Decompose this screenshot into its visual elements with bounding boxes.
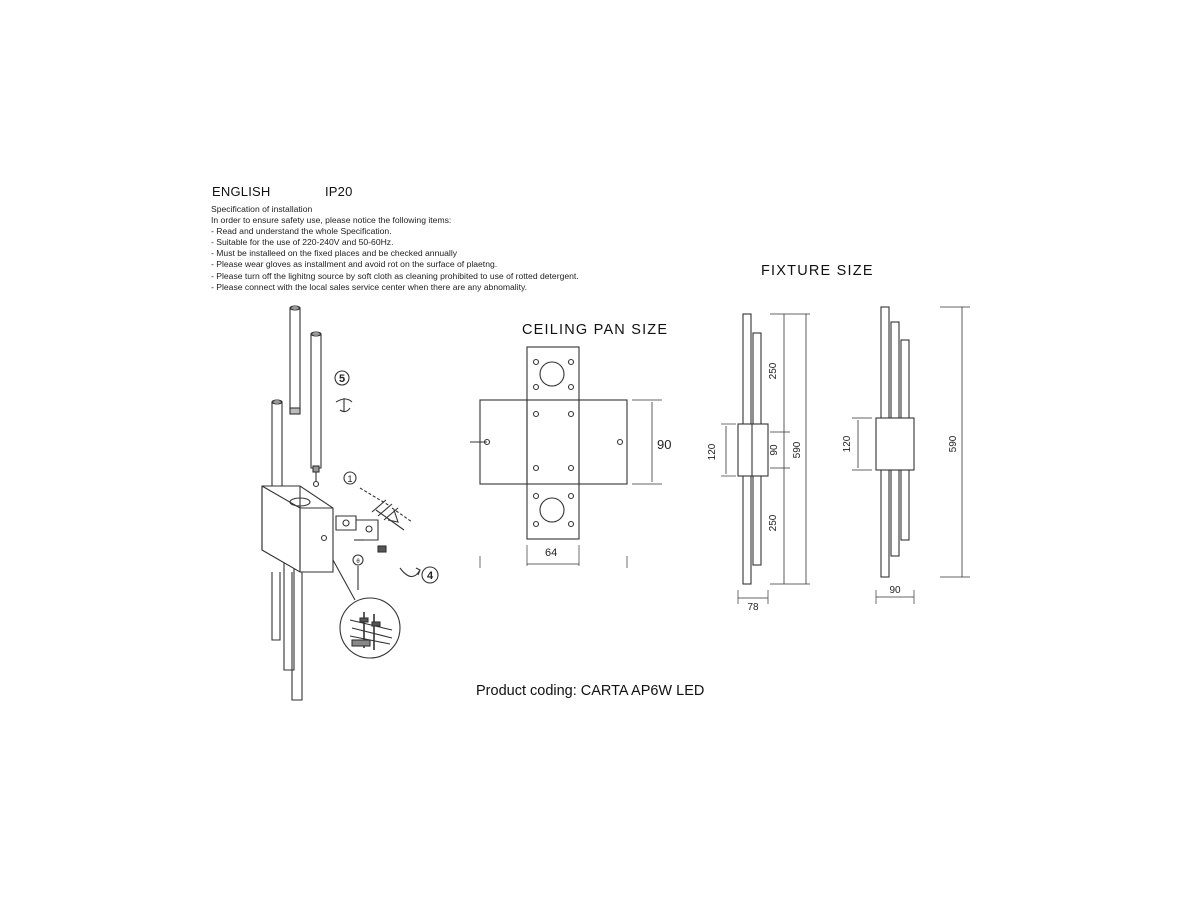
pan-mounting-hole — [540, 362, 564, 386]
ceiling-pan-drawing — [470, 347, 671, 568]
lower-rod-back — [272, 572, 280, 640]
step-1-label: 1 — [347, 474, 353, 484]
pan-horizontal-plate — [480, 400, 627, 484]
front-width-dimension: 90 — [889, 585, 901, 596]
side-depth-dimension: 78 — [747, 602, 759, 613]
fixture-size-title: FIXTURE SIZE — [761, 263, 874, 279]
rotation-arrow-icon — [336, 398, 352, 412]
spec-item: - Must be installeed on the fixed places and be checked annually — [211, 248, 458, 259]
spec-item: - Please connect with the local sales service center when there are any abnomality. — [211, 281, 528, 292]
rotate-arrow-icon — [400, 568, 420, 577]
side-middle-dimension: 90 — [769, 444, 780, 456]
side-lower-dimension: 250 — [768, 514, 779, 532]
fixture-front-view — [842, 307, 970, 604]
fixture-side-view — [707, 314, 810, 613]
step-5-label: 5 — [338, 373, 346, 385]
ceiling-pan-title: CEILING PAN SIZE — [522, 322, 669, 338]
language-label: ENGLISH — [212, 184, 271, 199]
front-bracket-dimension: 120 — [842, 435, 853, 453]
svg-text:θ: θ — [356, 559, 360, 565]
upper-rod-right — [311, 334, 321, 468]
mounting-block — [262, 486, 333, 572]
side-bracket-dimension: 120 — [707, 443, 718, 461]
spec-item: - Read and understand the whole Specification. — [211, 226, 392, 237]
front-bracket — [876, 418, 914, 470]
product-coding: Product coding: CARTA AP6W LED — [476, 683, 705, 699]
spec-heading: Specification of installation — [211, 204, 313, 214]
ip-rating-label: IP20 — [325, 184, 353, 199]
spec-intro: In order to ensure safety use, please notice the following items: — [211, 215, 452, 226]
side-upper-dimension: 250 — [768, 362, 779, 380]
spec-item: - Suitable for the use of 220-240V and 50-60Hz. — [211, 237, 394, 248]
upper-rod-left — [290, 308, 300, 412]
side-total-dimension: 590 — [792, 441, 803, 459]
pan-mounting-hole — [540, 498, 564, 522]
side-bracket — [738, 424, 768, 476]
wiring-detail-circle — [340, 598, 400, 658]
pan-height-dimension: 90 — [657, 437, 672, 452]
spec-item: - Please wear gloves as installment and avoid rot on the surface of plaetng. — [211, 259, 498, 270]
pan-vertical-plate — [527, 347, 579, 539]
front-total-dimension: 590 — [948, 435, 959, 453]
installation-illustration — [262, 306, 438, 700]
spec-item: - Please turn off the lighitng source by soft cloth as cleaning prohibited to use of rotted detergent. — [211, 270, 579, 281]
pan-width-dimension: 64 — [545, 547, 558, 559]
step-4-label: 4 — [426, 570, 434, 582]
